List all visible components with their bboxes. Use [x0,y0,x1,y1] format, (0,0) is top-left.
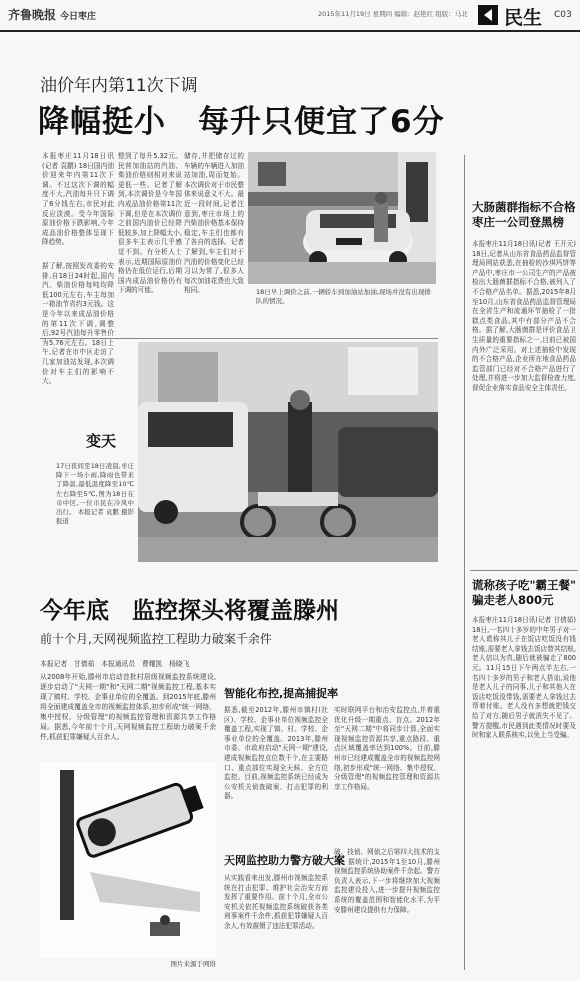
food-subhead: 枣庄一公司登黑榜 [472,215,564,229]
fraud-text: 本报枣庄11月18日讯(记者 甘倩茹) 18日,一名四十多岁的中年男子对一老人谎称其儿子在饭店吃饭没有钱结账,需要老人拿钱去饭店替其结账,老人信以为真,随后就被骗走了800元。11月15日下午两点半左右,一名四十多岁的男子和老人搭讪,说他是老人儿子的同事,儿子和其他人在饭店吃饭没带钱,需要老人拿钱过去帮着付账。老人没有多想就把钱交给了对方,随后男子就消失不见了。警方提醒,市民遇到此类情况时要及时和家人联系核实,以免上当受骗。 [472,616,576,740]
oil-col-4: 储存,并把储存过的车辆的车辆进入加油站加油,周而复始。本次调价对于市民整体来说意义不大。最近一段时间,记者注意到,枣庄市场上的汽柴油价格基本保持稳定,车主们也都有了各自的选择。记者了解到,车主们对于汽油的价格变化已经习以为常了,很多人每次加油花费也大致相同。 [184,152,244,295]
fraud-subhead: 骗走老人800元 [472,593,554,607]
surveillance-byline: 本报记者 甘倩茹 本报通讯员 曹耀凯 杨晓飞 [40,660,190,668]
fraud-headline-block [472,578,578,608]
food-text: 本报枣庄11月18日讯(记者 王开元) 18日,记者从山东省食品药品监督管理局网站获悉,在抽检的沙琪玛饼等产品中,枣庄市一公司生产的产品被检出大肠菌群指标不合格,被列入了不合格产品名单。据悉,2015年8月至10月,山东省食品药品监督管理局在全省生产和流通环节抽检了一批糕点类食品,其中有部分产品不合格。据了解,大肠菌群是评价食品卫生质量的重要指标之一,目前已被国内外广泛采用。对上述抽检中发现的不合格产品,企业所在地食品药品监管部门已经对不合格产品进行了处理,并将进一步加大监督检查力度,督促企业落实食品安全主体责任。 [472,240,576,392]
divider [470,570,578,571]
masthead-edition: 今日枣庄 [60,12,97,22]
weather-text: 17日夜间至18日凌晨,枣庄降下一场小雨,降雨也带来了降温,最低温度降至10℃左右降至5℃,图为18日在市中区,一位市民在冷风中出行。 本报记者 袁鹏 摄影报道 [56,462,134,526]
section-label [476,3,580,27]
surveillance-subhead: 前十个月,天网视频监控工程助力破案千余件 [40,632,272,646]
oil-headline: 降幅挺小 每升只便宜了6分 [38,104,445,140]
surveillance-col-c: 从实践看来出发,滕州市视频监控系统在打击犯罪、维护社会治安方面发挥了重要作用。前十个月,全市公安机关依托视频监控系统破获各类刑事案件千余件,抓获犯罪嫌疑人百余人,有效震慑了违法犯罪活动。 [224,874,328,930]
oil-col-2: 据了解,按照发改委的安排,自18日24时起,国内汽、柴油价格每吨均降低100元左右,车主每加一箱油节省约3元钱。这是今年以来成品油价格的第11次下调,调整后,92号汽油每升零售价为5.76元左右。18日上午,记者在市中区走访了几家加油站发现,本次调价对车主们的影响不大。 [42,262,114,386]
divider [40,338,438,339]
gas-photo-caption: 18日早上调价之前,一辆轿车到加油站加油,现场并没有出现排队的情况。 [256,288,431,305]
food-headline: 大肠菌群指标不合格 [472,200,576,214]
oil-kicker: 油价年内第11次下调 [40,76,198,96]
surveillance-lead: 从2008年开始,滕州市启动首批村居级视频监控系统建设,逐步启动了"天网一期"和"天网二期"视频监控工程,基本实现了镇村、学校、企事业单位的全覆盖。到2015年底,滕州将全面建成覆盖全市的视频监控体系,初步形成"统一网络、集中授权、分级管理"的视频监控管理和资源共享工作格局。据悉,今年前十个月,天网视频监控工程助力破案千余件,抓获犯罪嫌疑人百余人。 [40,673,216,741]
oil-col-1: 本报枣庄11月18日讯(记者 袁鹏) 18日国内油价迎来年内第11次下调。不过这次下调的幅度不大,汽油每升只下调了6分钱左右,市民对此反应淡漠。受今年国际原油价格下跌影响,今年成品油价格整体呈现下降趋势。 [42,152,114,247]
section-name: 民生 [504,7,543,29]
surveillance-col-a: 据悉,截至2012年,滕州市镇村(社区)、学校、企事业单位视频监控全覆盖工程,实现了镇、村、学校、企事业单位的全覆盖。2013年,滕州市委、市政府启动"天网一期"建设,建成视频监控点位数千个,在主要路口、重点部位实现全天候、全方位监控。目前,视频监控系统已经成为公安机关侦查破案、打击犯罪的利器。 [224,706,328,801]
weather-photo [138,342,438,562]
illustration-caption: 图片来源于网络 [170,960,216,968]
masthead [8,6,96,23]
date-editor-line: 2015年11月19日 星期四 编辑：赵艳红 组版：马北 [318,10,468,18]
surveillance-col-d: 破、技侦、网侦之后第四大技术的支柱。据统计,2015年1至10月,滕州视频监控系统协助案件千余起。警方负责人表示,下一步将继续加大视频监控建设投入,进一步提升视频监控系统的覆盖范围和智能化水平,为平安滕州建设提供有力保障。 [334,848,440,914]
section-arrow-icon [478,5,498,25]
weather-headline: 变天 [86,432,117,450]
oil-col-3: 整到了每升5.32元。民营加油站的汽油、柴油价格则相对来说更低一些。记者了解到,本次调价是今年国内成品油价格第11次下调,但是在本次调价之前国内油价已经降低较多,加上降幅太小,很多车主表示几乎感觉不到。有分析人士表示,近期国际原油价格仍在低位运行,后期国内成品油价格仍有下调的可能。 [118,152,182,295]
fraud-headline: 谎称孩子吃"霸王餐" [472,578,576,592]
surveillance-col-b: 实时联网平台和治安监控点,并着重优化升级一期重点、盲点。2012年至"天网二期"中将同步计算,全面实现视频监控资源共享,重点路段、重点区域覆盖率达到100%。目前,滕州市已经建成覆盖全市的视频监控网络,初步形成"统一网络、集中授权、分级管理"的视频监控管理和资源共享工作格局。 [334,706,440,791]
page-header [0,0,580,32]
surveillance-subhead-2: 天网监控助力警方破大案 [224,854,345,867]
food-headline-block [472,200,576,230]
surveillance-headline: 今年底 监控探头将覆盖滕州 [40,598,339,624]
gas-station-photo [248,152,436,284]
camera-illustration [40,762,216,958]
masthead-title: 齐鲁晚报 [8,8,57,22]
column-rule [464,155,465,970]
page-number: C03 [554,10,572,20]
surveillance-subhead-1: 智能化布控,提高捕捉率 [224,687,339,700]
